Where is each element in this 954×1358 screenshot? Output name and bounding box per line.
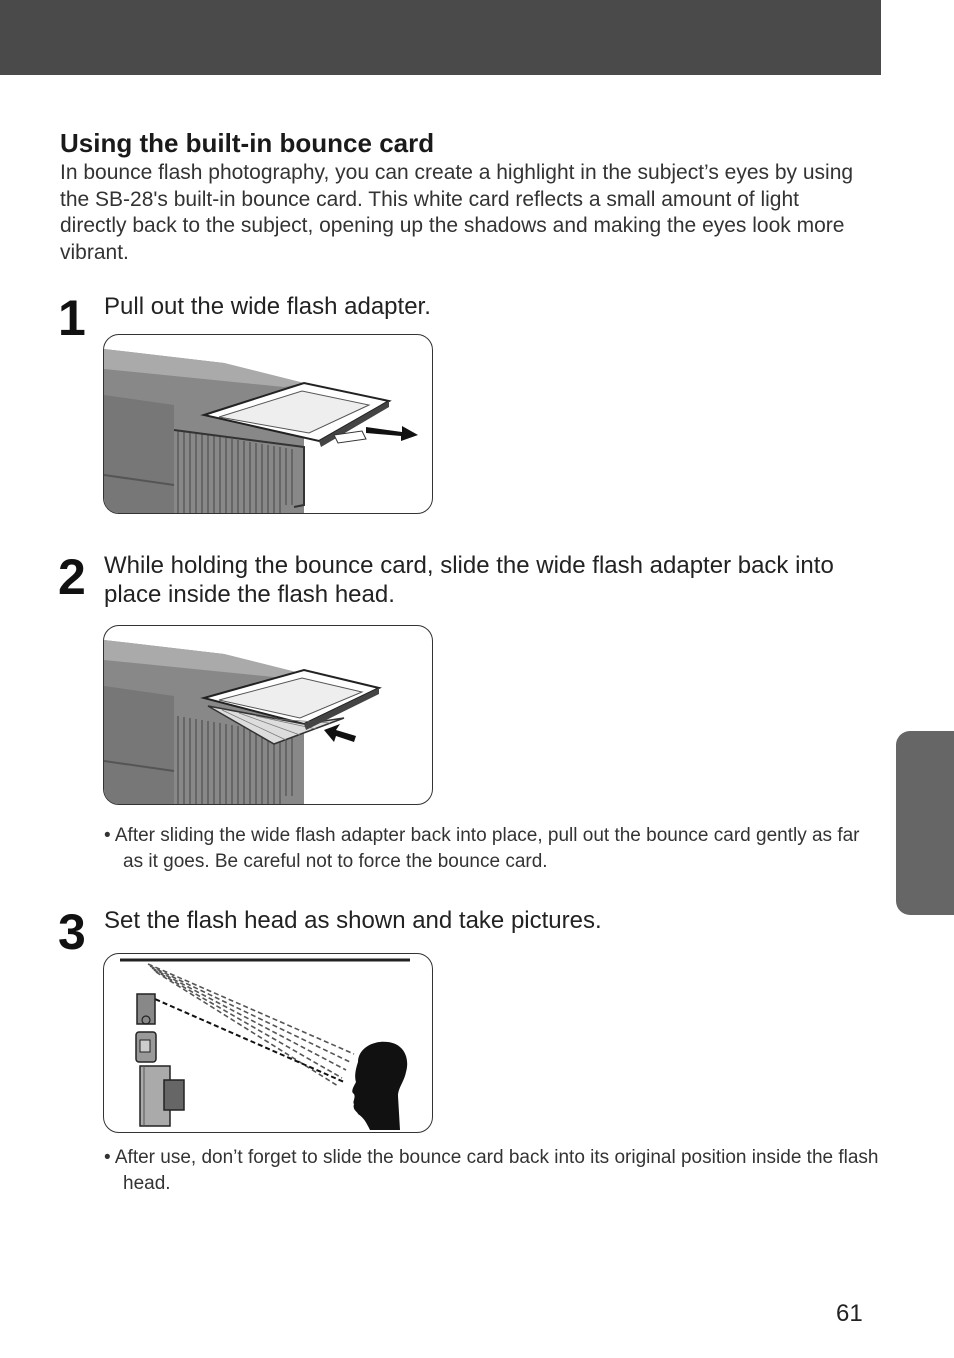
- step-1-number: 1: [58, 290, 86, 346]
- step-3-illustration: [103, 953, 433, 1133]
- step-3-text: Set the flash head as shown and take pictures.: [104, 907, 602, 934]
- step-2-number: 2: [58, 549, 86, 605]
- step-2-note: • After sliding the wide flash adapter back into place, pull out the bounce card gently as far as it goes. Be careful not to force the bounce card.: [104, 825, 860, 872]
- step-3-number: 3: [58, 904, 86, 960]
- step-1-illustration: [103, 334, 433, 514]
- step-2-illustration: [103, 625, 433, 805]
- bounce-flash-diagram: [104, 954, 432, 1132]
- pull-out-adapter-drawing: [104, 335, 432, 513]
- step-1-text: Pull out the wide flash adapter.: [104, 293, 431, 320]
- section-tab: [896, 731, 954, 915]
- section-title: Using the built-in bounce card: [60, 128, 435, 158]
- intro-paragraph: In bounce flash photography, you can create a highlight in the subject’s eyes by using the SB-28's built-in bounce card. This white card reflects a small amount of light directly back to the subject, opening up the shadows and making the eyes look more vibrant.: [60, 161, 854, 264]
- page-number: 61: [836, 1300, 863, 1327]
- step-3-note: • After use, don’t forget to slide the bounce card back into its original position inside the flash head.: [104, 1147, 879, 1194]
- header-bar: [0, 0, 881, 75]
- step-2-text: While holding the bounce card, slide the wide flash adapter back into place inside the flash head.: [104, 552, 834, 608]
- slide-adapter-back-drawing: [104, 626, 432, 804]
